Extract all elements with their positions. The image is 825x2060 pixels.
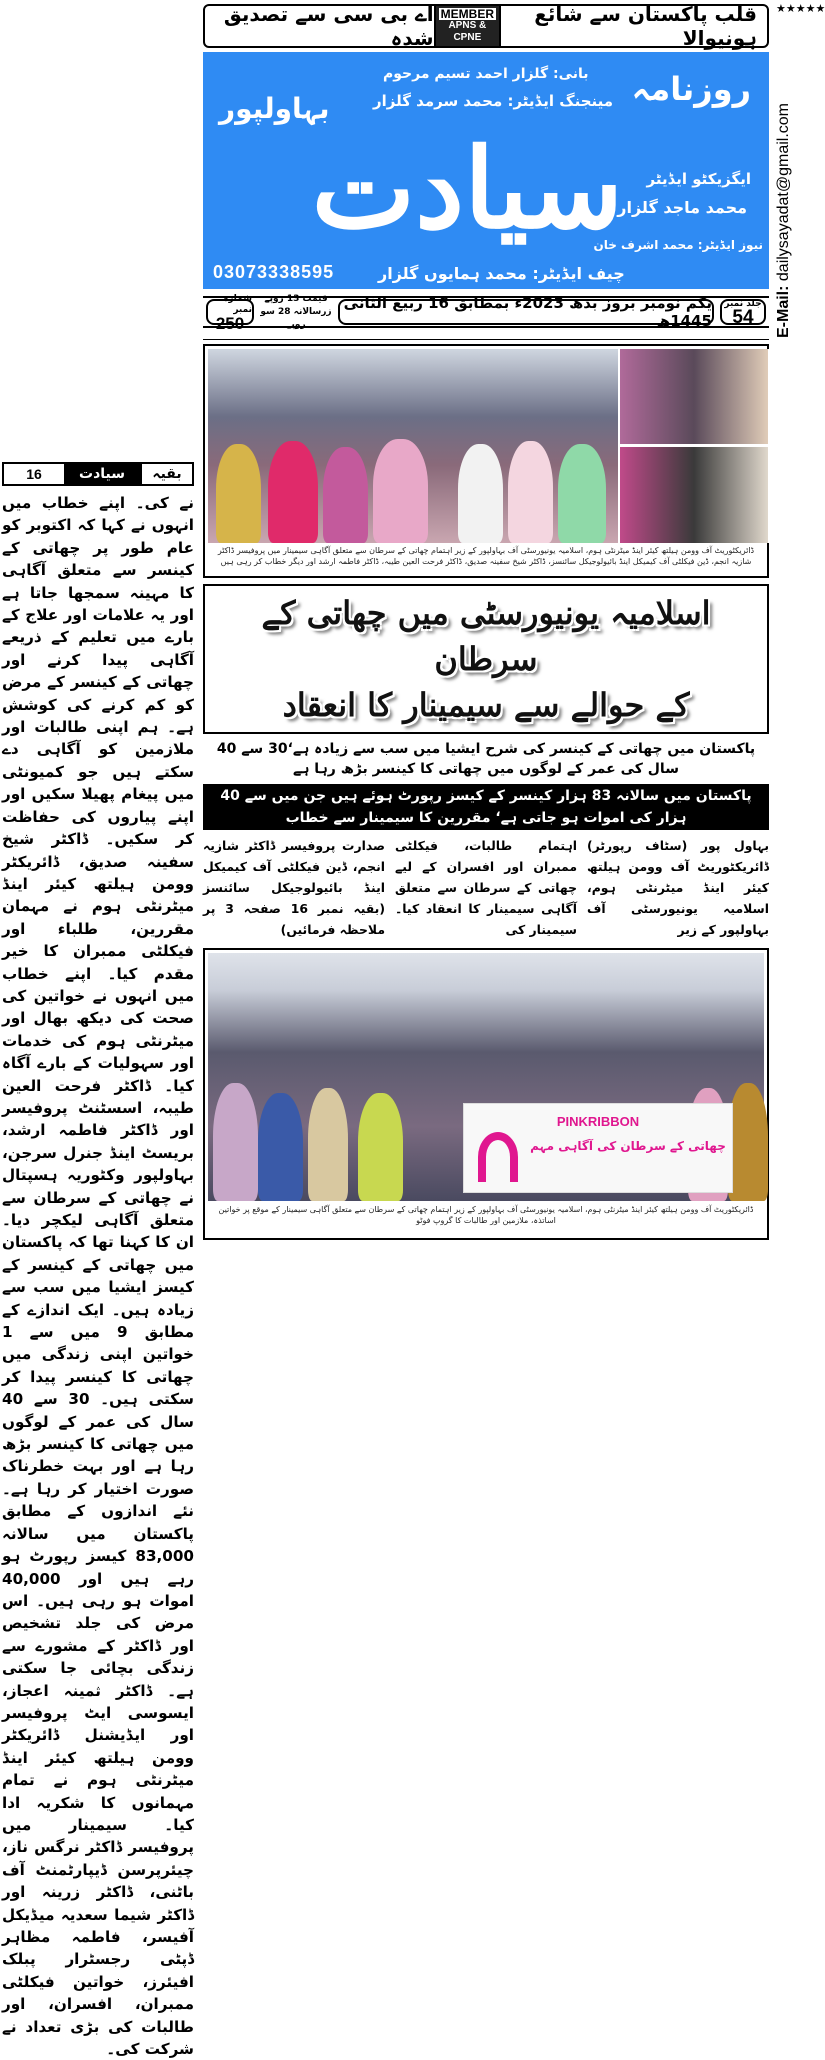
photo-caption: ڈائریکٹوریٹ آف وومن ہیلتھ کیئر اینڈ میٹرنٹی ہوم، اسلامیہ یونیورسٹی آف بہاولپور کے زیر اہتمام چھاتی کے سرطان سے متعلق آگاہی سیمینار کے موقع پر خواتین اساتذہ، ملازمین اور طالبات کا گروپ فوٹو xyxy=(218,1205,754,1225)
story-column: اہتمام طالبات، فیکلٹی ممبران اور افسران کے لیے چھاتی کے سرطان سے متعلق آگاہی سیمینار کا انعقاد کیا۔ سیمینار کی xyxy=(395,838,577,937)
subheadline-inverted: پاکستان میں سالانہ 83 ہزار کینسر کے کیسز رپورٹ ہوئے ہیں جن میں سے 40 ہزار کی اموات ہو جاتی ہے‘ مقررین کا سیمینار سے خطاب xyxy=(203,784,769,830)
issue-number-box: شمارہ نمبر 250 xyxy=(206,299,254,325)
story-column: بہاول پور (سٹاف رپورٹر) ڈائریکٹوریٹ آف وومن ہیلتھ کیئر اینڈ میٹرنٹی ہوم، اسلامیہ یونیورسٹی آف بہاولپور کے زیر xyxy=(587,838,769,937)
continuation-text: نے کی۔ اپنے خطاب میں انہوں نے کہا کہ اکتوبر کو عام طور پر چھاتی کے کینسر سے متعلق آگاہی کا مہینہ سمجھا جاتا ہے اور یہ علامات اور علاج کے بارے میں تعلیم کے ذریعے آگاہی پیدا کرنے اور چھاتی کے کینسر کے مرض کو کم کرنے کی کوشش ہے۔ ہم اپنی طالبات اور ملازمین کو آگاہی دے سکتے ہیں جو کمیونٹی میں پیغام پھیلا سکیں اور اپنے پیاروں کی حفاظت کر سکیں۔ ڈاکٹر شیخ سفینہ صدیق، ڈائریکٹر وومن ہیلتھ کیئر اینڈ میٹرنٹی ہوم نے مہمان مقررین، طلباء اور فیکلٹی ممبران کا خیر مقدم کیا۔ اپنے خطاب میں انہوں نے خواتین کی صحت کی دیکھ بھال اور میٹرنٹی ہوم کی خدمات اور سہولیات کے بارے آگاہ کیا۔ ڈاکٹر فرحت العین طیبہ، اسسٹنٹ پروفیسر اور ڈاکٹر فاطمہ ارشد، بریسٹ اینڈ جنرل سرجن، بہاولپور وکٹوریہ ہسپتال نے چھاتی کے سرطان سے متعلق آگاہی لیکچر دیا۔ ان کا کہنا تھا کہ پاکستان میں چھاتی کے کینسر کے کیسز ایشیا میں سب سے زیادہ ہیں۔ ایک اندازے کے مطابق 9 میں سے 1 خواتین اپنی زندگی میں چھاتی کا کینسر پیدا کر سکتی ہیں۔ 30 سے 40 سال کی عمر کے لوگوں میں چھاتی کا کینسر بڑھ رہا ہے اور بہت خطرناک صورت اختیار کر رہا ہے۔ نئے اندازوں کے مطابق پاکستان میں سالانہ 83,000 کیسز رپورٹ ہو رہے ہیں اور 40,000 اموات ہو رہی ہیں۔ اس مرض کی جلد تشخیص اور ڈاکٹر کے مشورے سے زندگی بچائی جا سکتی ہے۔ ڈاکٹر ثمینہ اعجاز، ایسوسی ایٹ پروفیسر اور ایڈیشنل ڈائریکٹر وومن ہیلتھ کیئر اینڈ میٹرنٹی ہوم نے تمام مہمانوں کا شکریہ ادا کیا۔ سیمینار میں پروفیسر ڈاکٹر نرگس ناز، چیئرپرسن ڈیپارٹمنٹ آف باٹنی، ڈاکٹر زرینہ اور ڈاکٹر شیما سعدیہ میڈیکل آفیسر، فاطمہ مظاہر ڈپٹی رجسٹرار پبلک افیئرز، خواتین فیکلٹی ممبران، افسران، اور طالبات کی بڑی تعداد نے شرکت کی۔ xyxy=(2,494,194,2059)
seminar-speakers-photo xyxy=(203,344,769,578)
divider xyxy=(203,339,769,340)
story-body xyxy=(203,835,769,940)
story-block xyxy=(203,584,769,1240)
price-info: قیمت 13 روپے زرسالانہ 28 سو روپے xyxy=(260,293,332,330)
roznama-label: روزنامہ xyxy=(631,70,751,108)
volume-number-box: جلد نمبر 54 xyxy=(720,299,766,325)
story-column: صدارت پروفیسر ڈاکٹر شازیہ انجم، ڈین فیکلٹی آف کیمیکل اینڈ بائیولوجیکل سائنسز (بقیہ نمبر 16 صفحہ 3 پر ملاحظہ فرمائیں) xyxy=(203,838,385,937)
email-link[interactable]: dailysayadat@gmail.com xyxy=(775,102,792,281)
subheadline: پاکستان میں چھاتی کے کینسر کی شرح ایشیا میں سب سے زیادہ ہے‘30 سے 40 سال کی عمر کے لوگوں میں چھاتی کا کینسر بڑھ رہا ہے xyxy=(216,741,756,777)
photo-image xyxy=(208,349,764,543)
date-bar xyxy=(203,293,769,333)
group-photo xyxy=(203,948,769,1240)
main-headline: اسلامیہ یونیورسٹی میں چھاتی کے سرطان کے حوالے سے سیمینار کا انعقاد xyxy=(203,584,769,734)
banner-text: چھاتی کے سرطان کی آگاہی مہم xyxy=(530,1139,726,1153)
stars-icon: ★★★★★ xyxy=(776,2,825,15)
executive-editor-name: محمد ماجد گلزار xyxy=(617,198,747,217)
ribbon-icon xyxy=(478,1132,518,1182)
news-editor: نیوز ایڈیٹر: محمد اشرف خان xyxy=(593,238,763,252)
newspaper-logo: سیادت xyxy=(311,124,623,253)
continuation-header: بقیہ سیادت 16 xyxy=(2,462,194,486)
date-text: یکم نومبر بروز بدھ 2023ء بمطابق 16 ربیع الثانی 1445ھ xyxy=(338,299,714,325)
managing-editor: مینجنگ ایڈیٹر: محمد سرمد گلزار xyxy=(373,92,614,110)
pink-ribbon-brand: PINKRIBBON xyxy=(556,1114,640,1129)
masthead-tagline-bar xyxy=(203,4,769,48)
photo-caption: ڈائریکٹوریٹ آف وومن ہیلتھ کیئر اینڈ میٹرنٹی ہوم، اسلامیہ یونیورسٹی آف بہاولپور کے زیر اہتمام چھاتی کے سرطان سے متعلق آگاہی سیمینار میں پروفیسر ڈاکٹر شازیہ انجم، ڈین فیکلٹی آف کیمیکل اینڈ بائیولوجیکل سائنسز، ڈاکٹر شیخ سفینہ صدیق، ڈاکٹر فرحت العین طیبہ، ڈاکٹر فاطمہ ارشد اور دیگر خطاب کر رہی ہیں xyxy=(217,546,755,566)
chief-editor: چیف ایڈیٹر: محمد ہمایوں گلزار xyxy=(378,264,625,283)
email-strip: E-Mail: dailysayadat@gmail.com xyxy=(775,102,792,338)
member-badge: MEMBER APNS & CPNE xyxy=(434,4,502,48)
pink-ribbon-banner xyxy=(463,1103,733,1193)
masthead-logo-block xyxy=(203,52,769,289)
published-from-text: قلب پاکستان سے شائع ہونیوالا xyxy=(534,2,757,50)
continuation-column xyxy=(2,462,194,2060)
phone-number: 03073338595 xyxy=(213,262,335,282)
founder: بانی: گلزار احمد تسیم مرحوم xyxy=(383,66,589,82)
city-label: بہاولپور xyxy=(219,92,330,125)
executive-editor-title: ایگزیکٹو ایڈیٹر xyxy=(646,170,751,188)
abc-certified-text: اے بی سی سے تصدیق شدہ xyxy=(223,2,434,50)
photo-image xyxy=(208,953,764,1201)
